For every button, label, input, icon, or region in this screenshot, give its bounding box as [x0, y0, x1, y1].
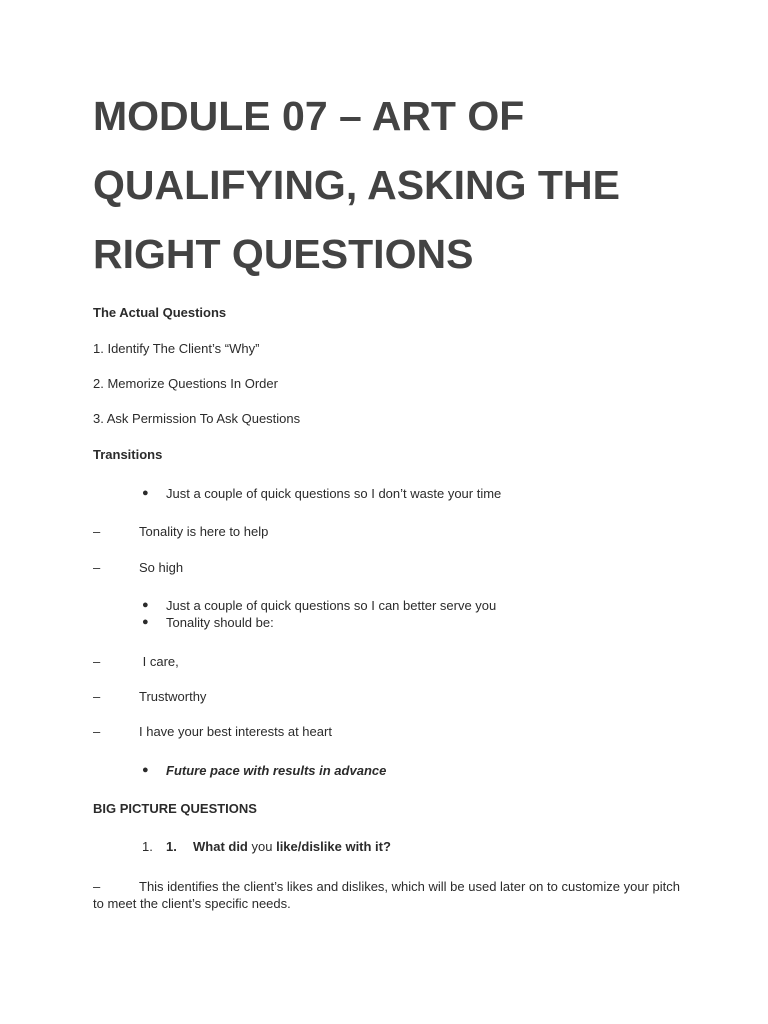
list-number: 1.	[142, 839, 153, 854]
page-title	[93, 82, 733, 289]
dash-marker: –	[93, 689, 101, 704]
title-line-3: RIGHT QUESTIONS	[93, 231, 474, 277]
list-item: 1. Identify The Client’s “Why”	[93, 341, 260, 356]
title-line-1: MODULE 07 – ART OF	[93, 93, 525, 139]
question-text-part: like/dislike with it?	[276, 839, 391, 854]
explanation-paragraph	[93, 878, 683, 912]
question-text-part: you	[247, 839, 277, 854]
section-heading-transitions: Transitions	[93, 447, 163, 462]
explanation-text: This identifies the client’s likes and dislikes, which will be used later on to customize your pitch to meet the client’s specific needs.	[93, 879, 680, 911]
section-heading-actual-questions: The Actual Questions	[93, 305, 227, 320]
dash-marker: –	[93, 879, 101, 894]
question-number: 1.	[166, 839, 177, 854]
bullet-item: Just a couple of quick questions so I can better serve you	[166, 598, 497, 613]
list-item: 2. Memorize Questions In Order	[93, 376, 278, 391]
dash-item: So high	[139, 560, 184, 575]
question-text	[193, 838, 391, 855]
bullet-item: Future pace with results in advance	[166, 763, 387, 778]
bullet-icon: ●	[142, 487, 149, 499]
list-item: 3. Ask Permission To Ask Questions	[93, 411, 301, 426]
bullet-item: Just a couple of quick questions so I don’t waste your time	[166, 486, 502, 501]
dash-marker: –	[93, 524, 101, 539]
dash-item: I care,	[139, 654, 179, 669]
dash-item: I have your best interests at heart	[139, 724, 332, 739]
bullet-icon: ●	[142, 599, 149, 611]
section-heading-big-picture: BIG PICTURE QUESTIONS	[93, 801, 257, 816]
dash-marker: –	[93, 654, 101, 669]
dash-item: Trustworthy	[139, 689, 207, 704]
title-line-2: QUALIFYING, ASKING THE	[93, 162, 620, 208]
dash-marker: –	[93, 724, 101, 739]
bullet-icon: ●	[142, 764, 149, 776]
question-text-part: What did	[193, 839, 248, 854]
bullet-item: Tonality should be:	[166, 615, 274, 630]
dash-marker: –	[93, 560, 101, 575]
dash-item: Tonality is here to help	[139, 524, 269, 539]
bullet-icon: ●	[142, 616, 149, 628]
